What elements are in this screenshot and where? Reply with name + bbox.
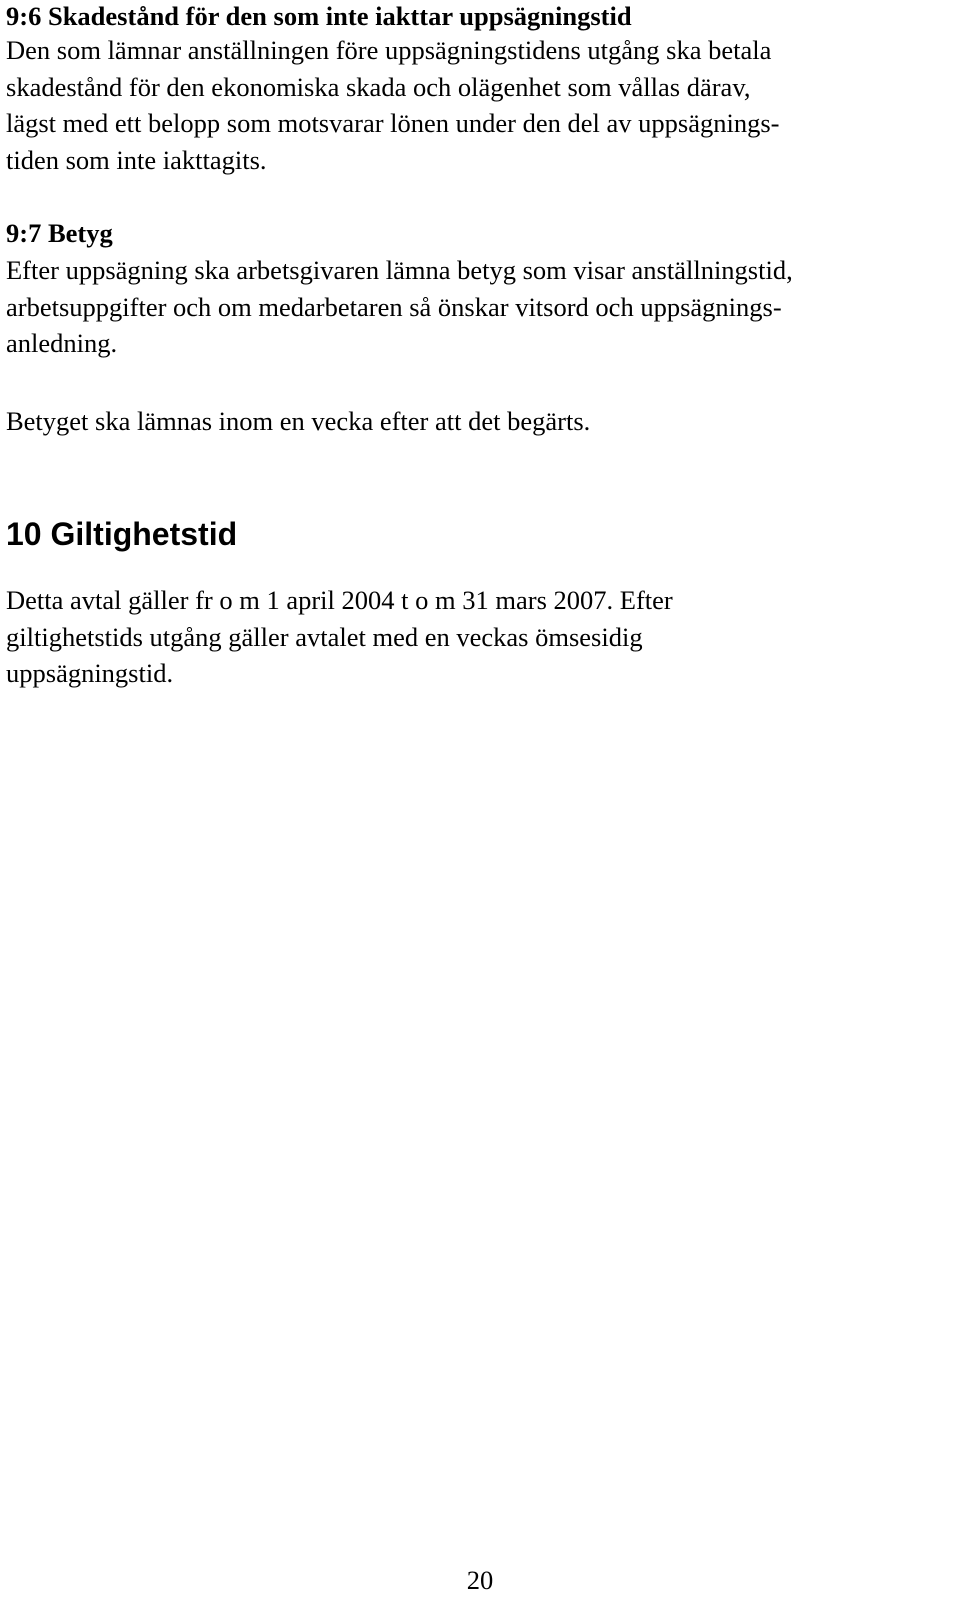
text-line: Den som lämnar anställningen före uppsägningstidens utgång ska betala — [6, 35, 772, 65]
text-line: Efter uppsägning ska arbetsgivaren lämna betyg som visar anställningstid, — [6, 255, 793, 285]
text-line: uppsägningstid. — [6, 658, 174, 688]
section-heading-10: 10 Giltighetstid — [6, 516, 238, 552]
section-heading-9-6: 9:6 Skadestånd för den som inte iakttar uppsägningstid — [6, 1, 632, 31]
section-heading-9-7: 9:7 Betyg — [6, 218, 113, 248]
section-body-9-7 — [6, 252, 956, 362]
page-number: 20 — [466, 1565, 494, 1595]
text-line: Detta avtal gäller fr o m 1 april 2004 t o m 31 mars 2007. Efter — [6, 585, 673, 615]
text-line: lägst med ett belopp som motsvarar lönen under den del av uppsägnings- — [6, 108, 780, 138]
section-body-9-6 — [6, 32, 956, 178]
text-line: anledning. — [6, 328, 118, 358]
text-line: arbetsuppgifter och om medarbetaren så önskar vitsord och uppsägnings- — [6, 291, 782, 322]
text-line: giltighetstids utgång gäller avtalet med en veckas ömsesidig — [6, 621, 643, 652]
section-body-9-7-paragraph-2: Betyget ska lämnas inom en vecka efter att det begärts. — [6, 406, 591, 436]
text-line: tiden som inte iakttagits. — [6, 144, 267, 175]
text-line: skadestånd för den ekonomiska skada och olägenhet som vållas därav, — [6, 71, 751, 102]
section-body-10 — [6, 582, 956, 692]
